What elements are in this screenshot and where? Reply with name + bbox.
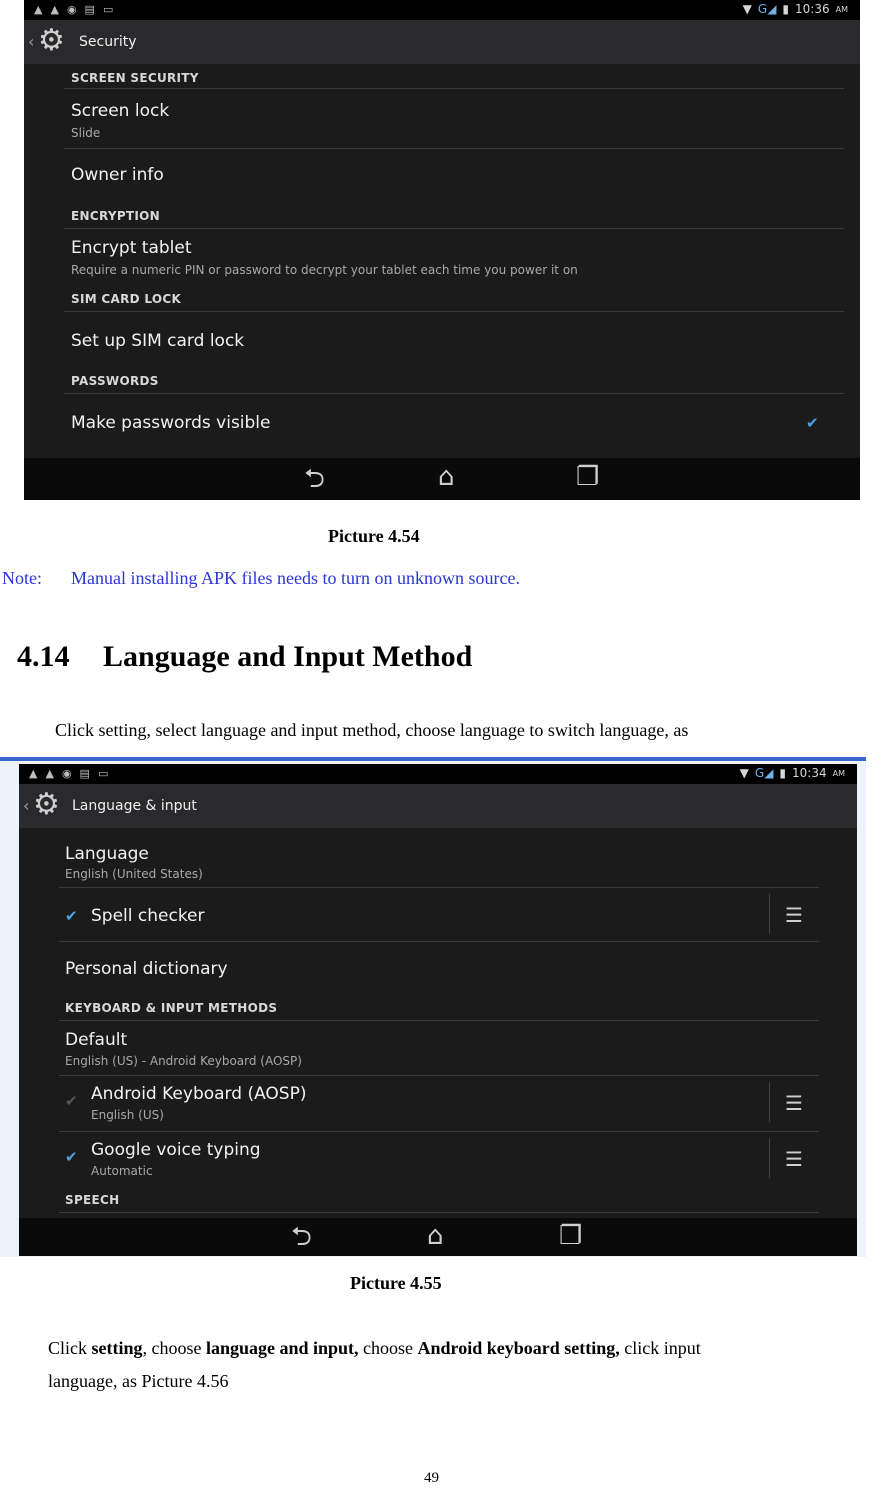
warning-icon: ▲ <box>34 3 43 16</box>
item-title: Set up SIM card lock <box>71 331 245 351</box>
divider <box>64 311 844 312</box>
settings-gear-icon[interactable]: ⚙ <box>38 23 65 58</box>
item-subtitle: English (US) <box>91 1108 164 1122</box>
item-title: Encrypt tablet <box>71 238 192 258</box>
checkbox-disabled-icon: ✔ <box>65 1092 78 1110</box>
section-title: Language and Input Method <box>103 640 473 673</box>
item-title: Personal dictionary <box>65 959 228 979</box>
item-title: Default <box>65 1030 128 1050</box>
notification-icons <box>29 767 108 780</box>
item-title: Spell checker <box>91 906 205 926</box>
vertical-separator <box>769 1082 770 1122</box>
status-bar <box>24 0 860 20</box>
divider <box>59 941 819 942</box>
checkbox-checked-icon[interactable]: ✔ <box>65 1148 78 1166</box>
divider <box>59 887 819 888</box>
notification-icons <box>34 3 113 16</box>
system-icons <box>743 2 848 16</box>
divider <box>64 148 844 149</box>
language-input-screenshot <box>19 764 857 1256</box>
signal-icon: G◢ <box>757 2 777 16</box>
image-icon: ▭ <box>102 3 114 16</box>
divider <box>64 88 844 89</box>
back-icon[interactable]: ⮌ <box>304 464 325 494</box>
alert-icon: ▲ <box>50 3 59 16</box>
settings-sliders-icon[interactable]: ☰ <box>785 903 803 927</box>
warning-icon: ▲ <box>29 767 38 780</box>
bold-text: Android keyboard setting, <box>417 1338 620 1358</box>
back-chevron-icon[interactable]: ‹ <box>28 32 35 51</box>
status-ampm: AM <box>835 4 848 14</box>
note-label: Note: <box>2 568 42 588</box>
security-screenshot <box>24 0 860 500</box>
section-header: SIM CARD LOCK <box>71 292 182 306</box>
divider <box>64 228 844 229</box>
item-title: Screen lock <box>71 101 170 121</box>
section-header: KEYBOARD & INPUT METHODS <box>65 1001 278 1015</box>
page-title: Security <box>79 34 137 50</box>
divider <box>64 393 844 394</box>
section-header: ENCRYPTION <box>71 209 161 223</box>
back-icon[interactable]: ⮌ <box>291 1222 312 1252</box>
divider <box>59 1131 819 1132</box>
settings-sliders-icon[interactable]: ☰ <box>785 1147 803 1171</box>
mail-icon: ▤ <box>84 3 95 16</box>
text: choose <box>358 1338 418 1358</box>
bold-text: setting <box>91 1338 143 1358</box>
item-subtitle: Require a numeric PIN or password to decrypt your tablet each time you power it on <box>71 263 578 277</box>
recent-apps-icon[interactable]: ❐ <box>576 462 600 492</box>
image-icon: ▭ <box>97 767 109 780</box>
caption-picture-4-54: Picture 4.54 <box>328 526 420 546</box>
mail-icon: ▤ <box>79 767 90 780</box>
section-number: 4.14 <box>17 640 70 673</box>
section-header: SPEECH <box>65 1193 120 1207</box>
navigation-bar <box>19 1218 857 1256</box>
page-title: Language & input <box>72 798 197 814</box>
text: , choose <box>142 1338 206 1358</box>
action-bar <box>19 784 857 828</box>
vertical-separator <box>769 894 770 934</box>
recent-apps-icon[interactable]: ❐ <box>559 1221 583 1251</box>
status-time: 10:36 <box>795 2 830 16</box>
battery-icon: ▮ <box>779 766 787 780</box>
back-chevron-icon[interactable]: ‹ <box>23 796 30 815</box>
vertical-separator <box>769 1138 770 1178</box>
sync-icon: ◉ <box>61 767 72 780</box>
bold-text: language and input, <box>205 1338 359 1358</box>
divider <box>59 1075 819 1076</box>
checkbox-checked-icon[interactable]: ✔ <box>65 907 78 925</box>
text: click input <box>619 1338 701 1358</box>
checkbox-checked-icon[interactable]: ✔ <box>806 414 819 432</box>
intro-paragraph: Click setting, select language and input method, choose language to switch language, as <box>55 720 689 740</box>
alert-icon: ▲ <box>45 767 54 780</box>
signal-icon: G◢ <box>754 766 774 780</box>
note-text: Manual installing APK files needs to turn on unknown source. <box>71 568 520 588</box>
section-header: PASSWORDS <box>71 374 159 388</box>
action-bar <box>24 20 860 64</box>
wifi-icon: ▼ <box>742 2 752 16</box>
home-icon[interactable]: ⌂ <box>438 462 455 492</box>
item-subtitle: English (US) - Android Keyboard (AOSP) <box>65 1054 302 1068</box>
status-ampm: AM <box>832 768 845 778</box>
item-title: Android Keyboard (AOSP) <box>91 1084 307 1104</box>
navigation-bar <box>24 458 860 500</box>
status-time: 10:34 <box>792 766 827 780</box>
item-subtitle: Automatic <box>91 1164 153 1178</box>
item-subtitle: English (United States) <box>65 867 203 881</box>
home-icon[interactable]: ⌂ <box>427 1221 444 1251</box>
instruction-paragraph-line2: language, as Picture 4.56 <box>48 1371 229 1391</box>
divider <box>59 1020 819 1021</box>
item-title: Google voice typing <box>91 1140 261 1160</box>
item-title: Make passwords visible <box>71 413 271 433</box>
status-bar <box>19 764 857 784</box>
sync-icon: ◉ <box>66 3 77 16</box>
frame-top-border <box>0 757 866 761</box>
item-title: Language <box>65 844 149 864</box>
settings-gear-icon[interactable]: ⚙ <box>33 787 60 822</box>
page-number: 49 <box>424 1470 439 1486</box>
settings-sliders-icon[interactable]: ☰ <box>785 1091 803 1115</box>
divider <box>59 1212 819 1213</box>
wifi-icon: ▼ <box>739 766 749 780</box>
instruction-paragraph-line1 <box>48 1338 866 1359</box>
text: Click <box>48 1338 92 1358</box>
section-header: SCREEN SECURITY <box>71 71 199 85</box>
item-title: Owner info <box>71 165 164 185</box>
item-subtitle: Slide <box>71 126 101 140</box>
caption-picture-4-55: Picture 4.55 <box>350 1273 442 1293</box>
system-icons <box>740 766 845 780</box>
battery-icon: ▮ <box>782 2 790 16</box>
